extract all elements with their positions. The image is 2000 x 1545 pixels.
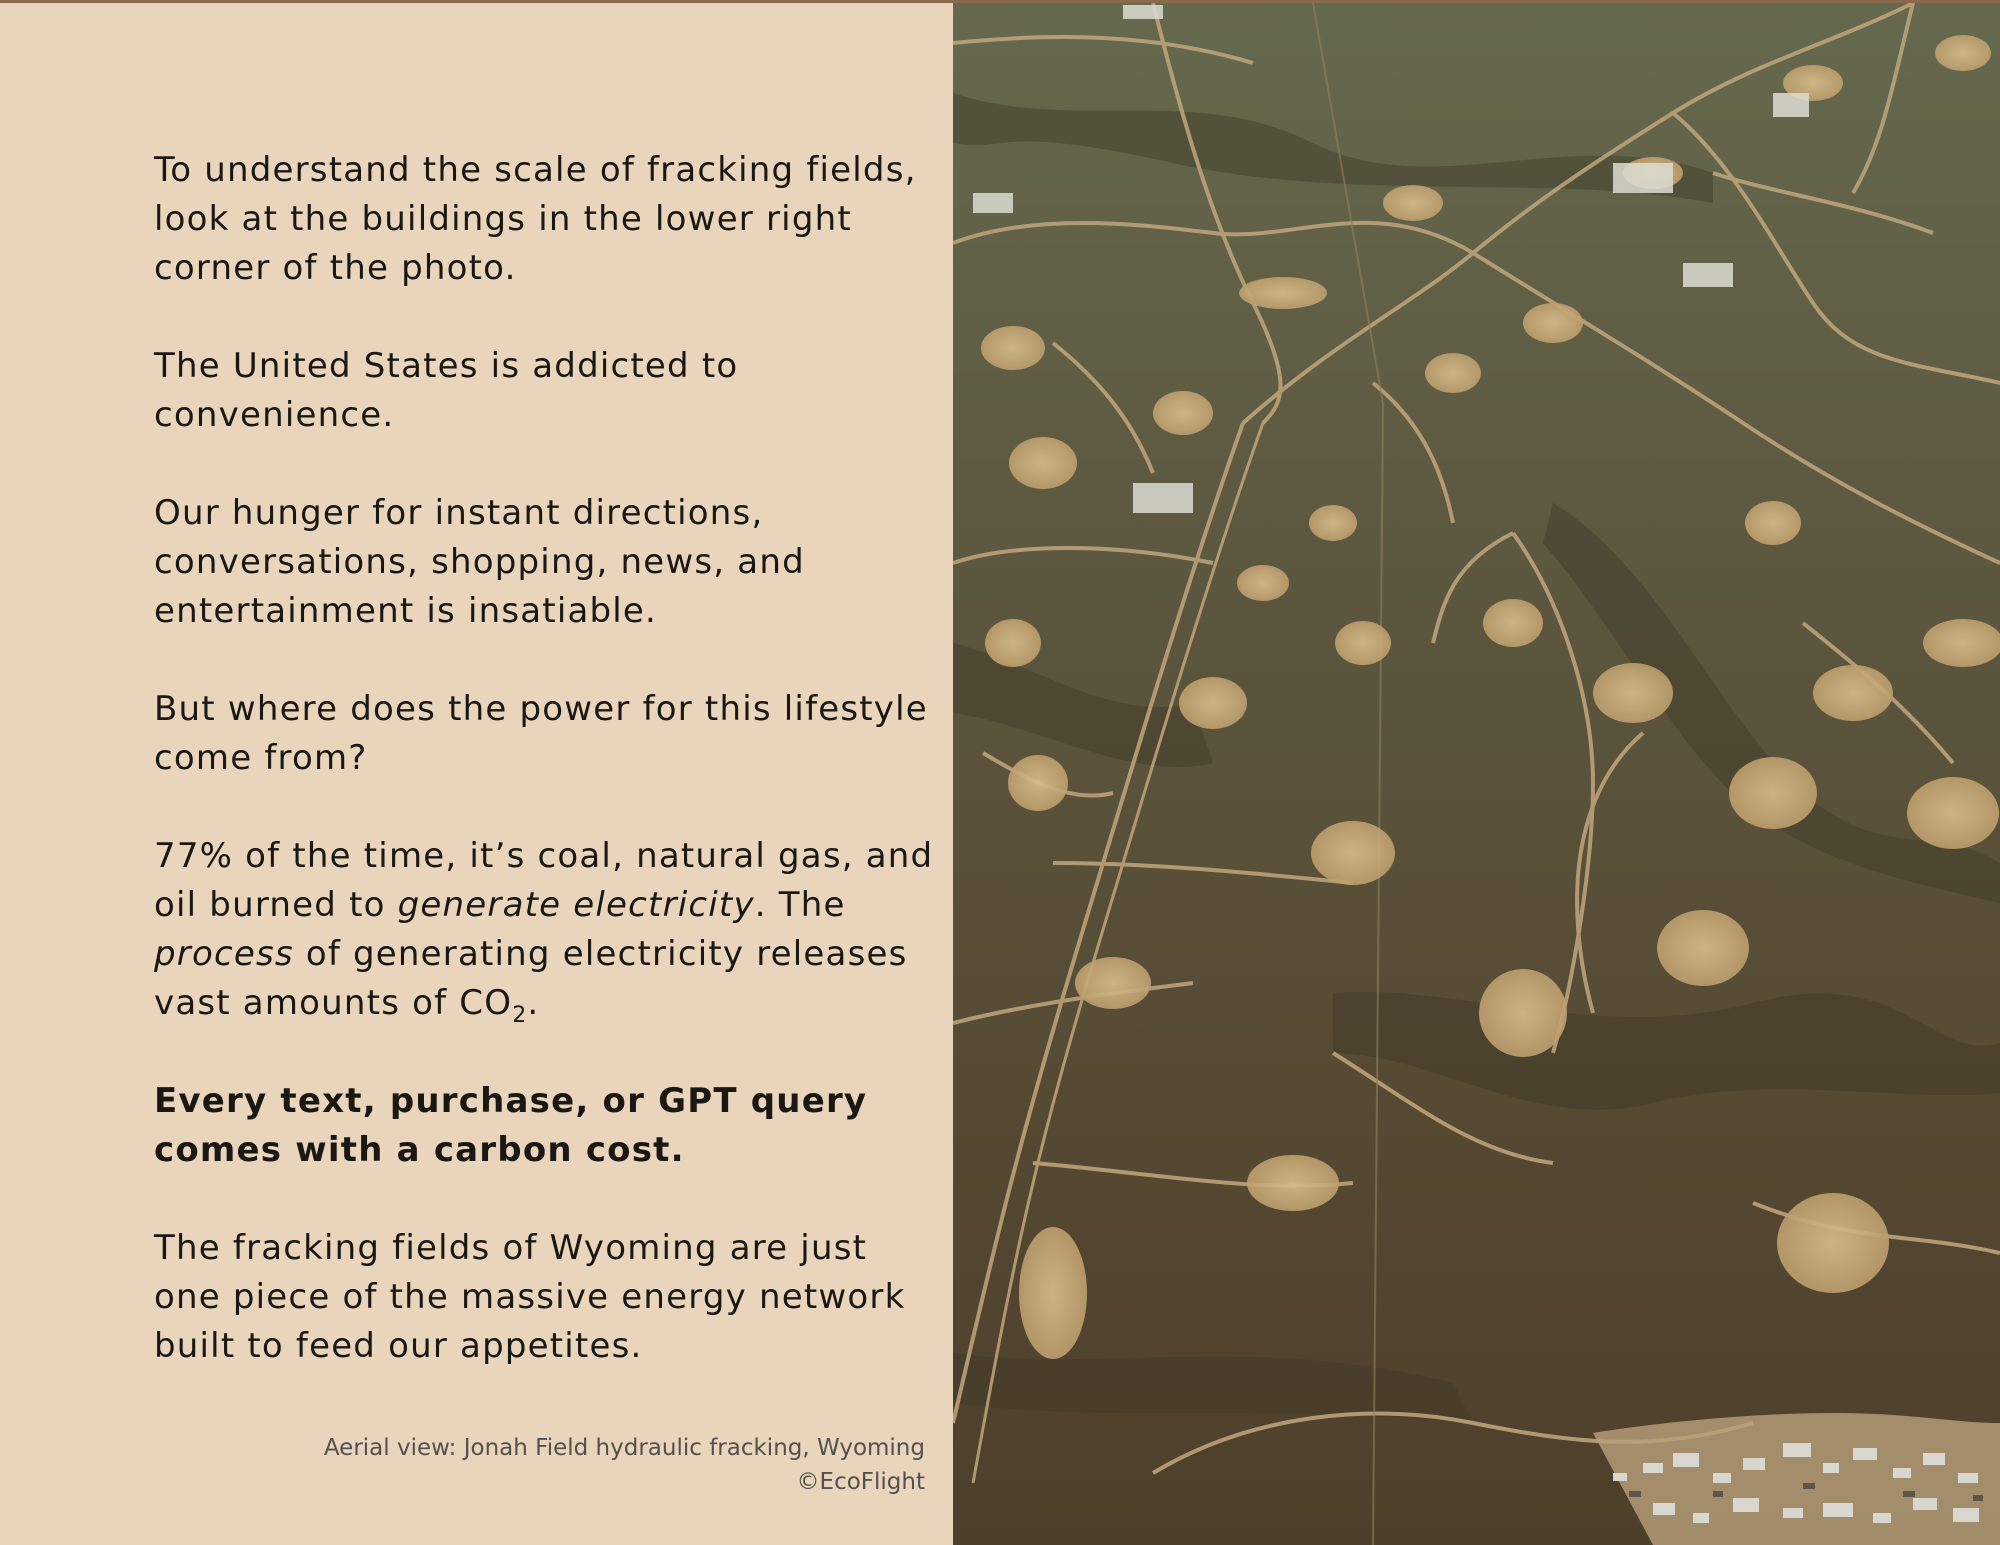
- paragraph-electricity: [154, 832, 934, 1028]
- photo-caption: [324, 1431, 925, 1499]
- town-lower-right: [1593, 1413, 2000, 1545]
- paragraph-hunger: Our hunger for instant directions, conversations, shopping, news, and entertainment is insatiable.: [154, 493, 805, 631]
- caption-credit: ©EcoFlight: [796, 1469, 925, 1495]
- electricity-emphasis-generate: generate electricity: [397, 885, 755, 925]
- paragraph-carbon-cost: Every text, purchase, or GPT query comes with a carbon cost.: [154, 1081, 868, 1170]
- body-text: [154, 146, 934, 1420]
- electricity-text-2: . The: [754, 885, 846, 925]
- electricity-text-4: .: [527, 983, 540, 1023]
- aerial-photo: [953, 3, 2000, 1545]
- caption-title: Aerial view: Jonah Field hydraulic fracking, Wyoming: [323, 1435, 925, 1461]
- terrain: [953, 3, 2000, 1545]
- aerial-photo-illustration: [953, 3, 2000, 1545]
- paragraph-scale: To understand the scale of fracking fields, look at the buildings in the lower right corner of the photo.: [154, 150, 917, 288]
- electricity-text-3: of generating electricity releases vast amounts of CO: [154, 934, 908, 1023]
- paragraph-power-question: But where does the power for this lifestyle come from?: [154, 689, 928, 778]
- paragraph-wyoming: The fracking fields of Wyoming are just one piece of the massive energy network built to feed our appetites.: [154, 1228, 906, 1366]
- electricity-text-1: 77% of the time, it’s coal, natural gas, and oil burned to: [154, 836, 934, 925]
- co2-subscript: 2: [512, 1002, 528, 1028]
- paragraph-addicted: The United States is addicted to convenience.: [154, 346, 739, 435]
- electricity-emphasis-process: process: [154, 934, 294, 974]
